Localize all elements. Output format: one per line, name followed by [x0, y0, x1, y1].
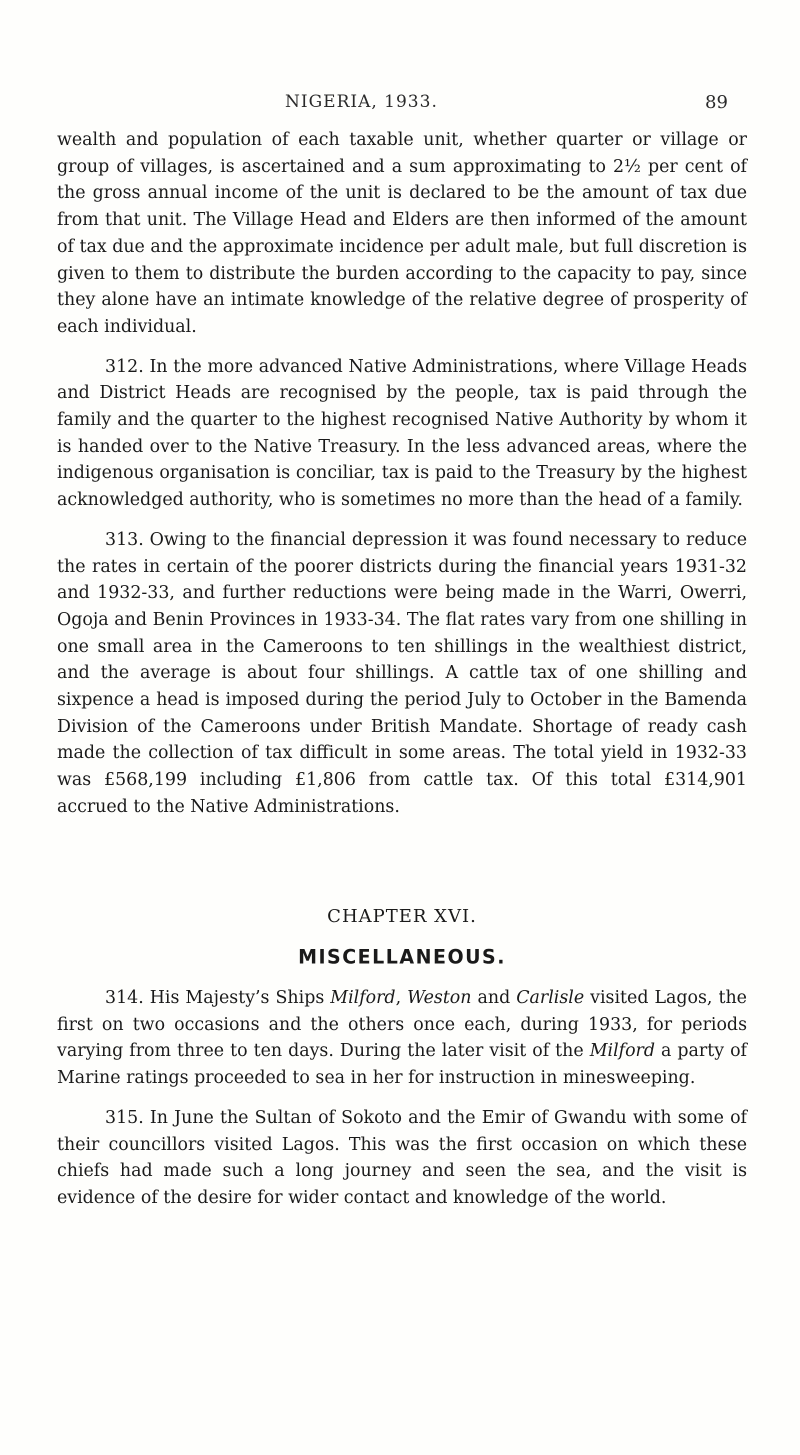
p314-text-start: 314. His Majesty’s Ships [105, 987, 331, 1008]
chapter-heading: CHAPTER XVI. [327, 905, 477, 927]
running-header [0, 92, 800, 116]
p314-text-end: a party of Marine ratings proceeded to sea in her for instruction in minesweeping. [57, 1041, 747, 1089]
p314-conjunction: and [471, 987, 517, 1008]
body-text [57, 127, 747, 1212]
paragraph-311-continued: wealth and population of each taxable unit, whether quarter or village or group of villages, is ascertained and a sum approximating to 2½ per cent of the gross annual income of the unit is declared to be the amount of tax due from that unit. The Village Head and Elders are then informed of the amount of tax due and the approximate incidence per adult male, but full discretion is given to them to distribute the burden according to the capacity to pay, since they alone have an intimate knowledge of the relative degree of prosperity of each individual. [57, 130, 747, 337]
ship-name-milford-second: Milford [589, 1041, 655, 1062]
ship-name-carlisle: Carlisle [516, 987, 585, 1008]
ship-name-weston: Weston [407, 987, 472, 1008]
paragraph-312: 312. In the more advanced Native Administrations, where Village Heads and District Heads are recognised by the people, tax is paid through the family and the quarter to the highest recognised Native Authority by whom it is handed over to the Native Treasury. In the less advanced areas, where the indigenous organisation is conciliar, tax is paid to the Treasury by the highest acknowledged authority, who is sometimes no more than the head of a family. [57, 356, 747, 511]
paragraph-313: 313. Owing to the financial depression it was found necessary to reduce the rates in certain of the poorer districts during the financial years 1931-32 and 1932-33, and further reductions were being made in the Warri, Owerri, Ogoja and Benin Provinces in 1933-34. The flat rates vary from one shilling in one small area in the Cameroons to ten shillings in the wealthiest district, and the average is about four shillings. A cattle tax of one shilling and sixpence a head is imposed during the period July to October in the Bamenda Division of the Cameroons under British Mandate. Shortage of ready cash made the collection of tax difficult in some areas. The total yield in 1932-33 was £568,199 including £1,806 from cattle tax. Of this total £314,901 accrued to the Native Administrations. [57, 529, 747, 817]
paragraph-314 [57, 985, 747, 1092]
page-number: 89 [705, 92, 728, 113]
p314-text-middle: visited Lagos, the first on two occasions and the others once each, during 1933, for periods varying from three to ten days. During the later visit of the [57, 987, 747, 1062]
running-title: NIGERIA, 1933. [285, 92, 438, 112]
paragraph-315: 315. In June the Sultan of Sokoto and the Emir of Gwandu with some of their councillors visited Lagos. This was the first occasion on which these chiefs had made such a long journey and seen the sea, and the visit is evidence of the desire for wider contact and knowledge of the world. [57, 1107, 747, 1208]
chapter-title: MISCELLANEOUS. [298, 945, 506, 969]
p314-separator: , [395, 987, 408, 1008]
ship-name-milford: Milford [330, 987, 396, 1008]
